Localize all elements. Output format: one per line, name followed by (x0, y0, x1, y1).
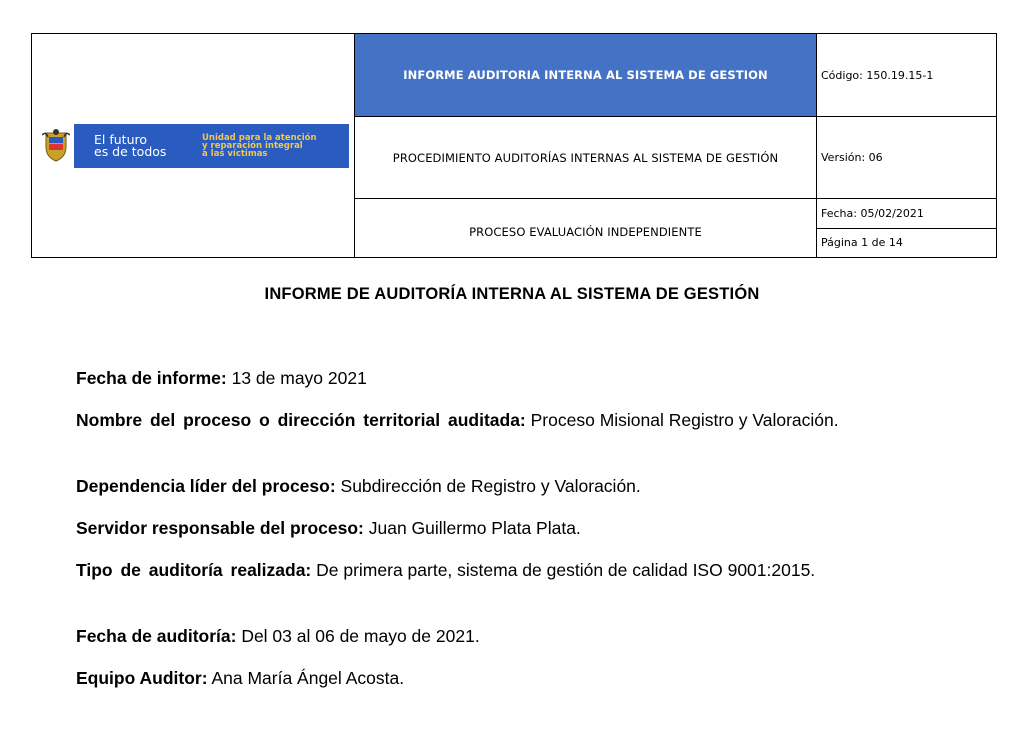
field-value: Proceso Misional Registro y Valoración. (525, 410, 839, 430)
date-page-cell (817, 199, 997, 258)
field-label: Nombre del proceso o dirección territorial auditada: (76, 410, 526, 430)
coat-of-arms-icon (38, 124, 74, 168)
document-code: Código: 150.19.15-1 (817, 34, 997, 117)
logo-cell (32, 34, 355, 258)
field-report-date (76, 368, 946, 389)
field-audited-process (76, 410, 946, 431)
field-label: Tipo de auditoría realizada: (76, 560, 312, 580)
logo-entity-name (202, 134, 317, 158)
field-label: Equipo Auditor: (76, 668, 208, 688)
document-version: Versión: 06 (817, 117, 997, 199)
field-value: Juan Guillermo Plata Plata. (363, 518, 581, 538)
field-lead-department (76, 476, 946, 497)
logo-entity-line1: Unidad para la atención (202, 132, 317, 143)
field-value: Subdirección de Registro y Valoración. (335, 476, 641, 496)
field-audit-team (76, 668, 946, 689)
logo-entity-line3: a las víctimas (202, 148, 268, 159)
field-value: Ana María Ángel Acosta. (207, 668, 405, 688)
logo-slogan-line2: es de todos (94, 143, 167, 159)
field-label: Dependencia líder del proceso: (76, 476, 336, 496)
logo-entity-line2: y reparación integral (202, 140, 303, 151)
field-label: Fecha de informe: (76, 368, 227, 388)
field-value: Del 03 al 06 de mayo de 2021. (236, 626, 480, 646)
field-value: 13 de mayo 2021 (226, 368, 367, 388)
logo-banner (38, 124, 349, 168)
document-date: Fecha: 05/02/2021 (817, 199, 996, 229)
field-audit-date (76, 626, 946, 647)
process-name: PROCESO EVALUACIÓN INDEPENDIENTE (355, 199, 817, 258)
field-label: Servidor responsable del proceso: (76, 518, 364, 538)
report-title-cell: INFORME AUDITORIA INTERNA AL SISTEMA DE GESTION (355, 34, 817, 117)
procedure-name: PROCEDIMIENTO AUDITORÍAS INTERNAS AL SISTEMA DE GESTIÓN (355, 117, 817, 199)
field-value: De primera parte, sistema de gestión de calidad ISO 9001:2015. (311, 560, 816, 580)
field-audit-type (76, 560, 946, 581)
page-number: Página 1 de 14 (821, 236, 903, 250)
field-responsible-officer (76, 518, 946, 539)
logo-slogan-line1: El futuro (94, 131, 148, 147)
document-header-table (31, 33, 997, 258)
document-heading: INFORME DE AUDITORÍA INTERNA AL SISTEMA DE GESTIÓN (264, 285, 760, 303)
logo-slogan (94, 131, 190, 159)
field-label: Fecha de auditoría: (76, 626, 237, 646)
